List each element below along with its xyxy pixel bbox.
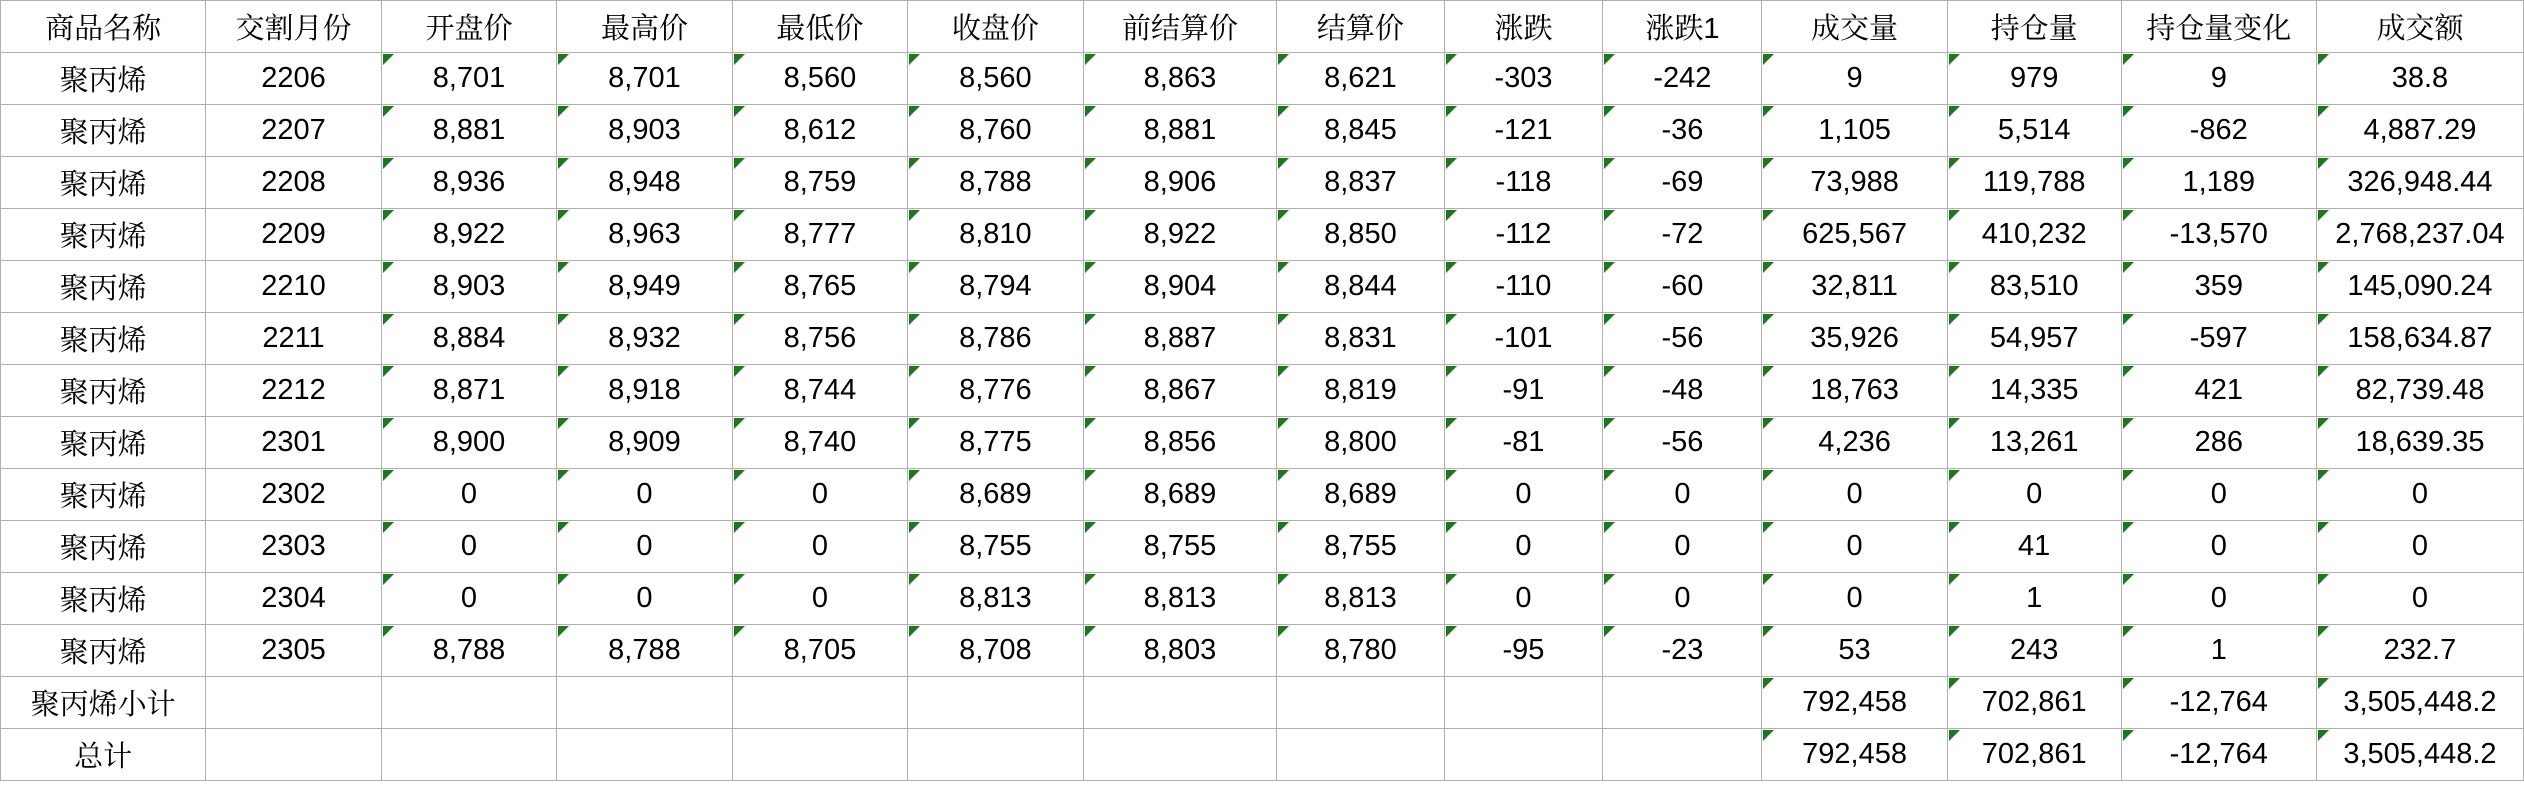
column-header[interactable]: 成交量: [1762, 1, 1947, 53]
table-cell[interactable]: 8,903: [381, 261, 556, 313]
table-cell[interactable]: 8,932: [557, 313, 732, 365]
table-cell[interactable]: 8,755: [1083, 521, 1277, 573]
table-cell[interactable]: -242: [1603, 53, 1762, 105]
table-cell[interactable]: 8,786: [908, 313, 1083, 365]
table-cell[interactable]: 8,810: [908, 209, 1083, 261]
table-cell[interactable]: 8,949: [557, 261, 732, 313]
table-row: [1, 521, 2524, 573]
table-cell[interactable]: -69: [1603, 157, 1762, 209]
table-row: [1, 677, 2524, 729]
table-row: [1, 469, 2524, 521]
table-row: [1, 417, 2524, 469]
table-cell[interactable]: 0: [1444, 521, 1603, 573]
table-cell[interactable]: 1,105: [1762, 105, 1947, 157]
table-cell[interactable]: 2207: [206, 105, 381, 157]
table-cell[interactable]: 702,861: [1947, 729, 2121, 781]
table-cell[interactable]: -101: [1444, 313, 1603, 365]
table-cell[interactable]: 聚丙烯: [1, 469, 206, 521]
table-cell[interactable]: 8,936: [381, 157, 556, 209]
table-cell[interactable]: -13,570: [2121, 209, 2316, 261]
table-cell[interactable]: 2302: [206, 469, 381, 521]
table-cell[interactable]: 8,963: [557, 209, 732, 261]
table-cell[interactable]: 83,510: [1947, 261, 2121, 313]
table-cell[interactable]: 0: [1603, 521, 1762, 573]
table-cell[interactable]: 8,813: [1083, 573, 1277, 625]
table-cell[interactable]: 0: [732, 573, 907, 625]
table-cell[interactable]: 8,755: [908, 521, 1083, 573]
empty-cell[interactable]: [1083, 677, 1277, 729]
table-cell[interactable]: 792,458: [1762, 677, 1947, 729]
table-cell[interactable]: 0: [1603, 469, 1762, 521]
table-cell[interactable]: 8,803: [1083, 625, 1277, 677]
empty-cell[interactable]: [206, 729, 381, 781]
table-cell[interactable]: 8,701: [557, 53, 732, 105]
table-cell[interactable]: 8,863: [1083, 53, 1277, 105]
table-cell[interactable]: 8,788: [381, 625, 556, 677]
table-cell[interactable]: 0: [1444, 469, 1603, 521]
table-cell[interactable]: 243: [1947, 625, 2121, 677]
table-cell[interactable]: 9: [1762, 53, 1947, 105]
table-cell[interactable]: 625,567: [1762, 209, 1947, 261]
table-cell[interactable]: 326,948.44: [2316, 157, 2523, 209]
empty-cell[interactable]: [1444, 677, 1603, 729]
table-cell[interactable]: 8,740: [732, 417, 907, 469]
table-cell[interactable]: 聚丙烯: [1, 625, 206, 677]
table-cell[interactable]: 4,236: [1762, 417, 1947, 469]
table-cell[interactable]: 0: [2121, 573, 2316, 625]
table-cell[interactable]: 32,811: [1762, 261, 1947, 313]
table-cell[interactable]: 359: [2121, 261, 2316, 313]
table-cell[interactable]: -12,764: [2121, 677, 2316, 729]
table-cell[interactable]: 53: [1762, 625, 1947, 677]
column-header[interactable]: 交割月份: [206, 1, 381, 53]
table-cell[interactable]: 5,514: [1947, 105, 2121, 157]
table-cell[interactable]: 0: [1762, 469, 1947, 521]
table-cell[interactable]: 0: [2316, 521, 2523, 573]
table-cell[interactable]: 8,689: [1277, 469, 1444, 521]
table-cell[interactable]: 8,856: [1083, 417, 1277, 469]
table-cell[interactable]: -81: [1444, 417, 1603, 469]
table-cell[interactable]: 0: [1444, 573, 1603, 625]
empty-cell[interactable]: [381, 729, 556, 781]
table-cell[interactable]: 73,988: [1762, 157, 1947, 209]
table-cell[interactable]: 18,763: [1762, 365, 1947, 417]
table-cell[interactable]: 8,689: [908, 469, 1083, 521]
table-cell[interactable]: 8,744: [732, 365, 907, 417]
table-cell[interactable]: 8,701: [381, 53, 556, 105]
table-cell[interactable]: 8,765: [732, 261, 907, 313]
table-row: [1, 209, 2524, 261]
empty-cell[interactable]: [908, 729, 1083, 781]
table-cell[interactable]: 0: [557, 469, 732, 521]
table-cell[interactable]: -12,764: [2121, 729, 2316, 781]
table-cell[interactable]: 8,813: [908, 573, 1083, 625]
table-cell[interactable]: 2,768,237.04: [2316, 209, 2523, 261]
table-cell[interactable]: 0: [2121, 469, 2316, 521]
table-cell[interactable]: 0: [2121, 521, 2316, 573]
table-cell[interactable]: 聚丙烯: [1, 417, 206, 469]
table-cell[interactable]: 8,903: [557, 105, 732, 157]
empty-cell[interactable]: [732, 677, 907, 729]
table-cell[interactable]: 35,926: [1762, 313, 1947, 365]
table-cell[interactable]: 8,918: [557, 365, 732, 417]
table-cell[interactable]: 8,922: [1083, 209, 1277, 261]
table-cell[interactable]: 聚丙烯: [1, 209, 206, 261]
table-cell[interactable]: 8,788: [908, 157, 1083, 209]
table-cell[interactable]: 82,739.48: [2316, 365, 2523, 417]
table-cell[interactable]: -597: [2121, 313, 2316, 365]
table-cell[interactable]: 41: [1947, 521, 2121, 573]
table-cell[interactable]: 0: [732, 469, 907, 521]
empty-cell[interactable]: [1603, 729, 1762, 781]
table-row: [1, 53, 2524, 105]
table-cell[interactable]: 0: [2316, 573, 2523, 625]
table-cell[interactable]: 2304: [206, 573, 381, 625]
column-header[interactable]: 成交额: [2316, 1, 2523, 53]
column-header[interactable]: 最高价: [557, 1, 732, 53]
table-cell[interactable]: 3,505,448.2: [2316, 677, 2523, 729]
table-cell[interactable]: -56: [1603, 313, 1762, 365]
column-header[interactable]: 收盘价: [908, 1, 1083, 53]
table-cell[interactable]: 2303: [206, 521, 381, 573]
table-cell[interactable]: 0: [381, 521, 556, 573]
table-cell[interactable]: 0: [381, 573, 556, 625]
table-cell[interactable]: 聚丙烯: [1, 53, 206, 105]
table-row: [1, 729, 2524, 781]
column-header[interactable]: 前结算价: [1083, 1, 1277, 53]
table-row: [1, 157, 2524, 209]
table-cell[interactable]: 聚丙烯: [1, 521, 206, 573]
table-cell[interactable]: 0: [2316, 469, 2523, 521]
table-cell[interactable]: 145,090.24: [2316, 261, 2523, 313]
empty-cell[interactable]: [1444, 729, 1603, 781]
table-cell[interactable]: 0: [557, 573, 732, 625]
table-cell[interactable]: 聚丙烯: [1, 365, 206, 417]
table-cell[interactable]: -112: [1444, 209, 1603, 261]
column-header[interactable]: 持仓量: [1947, 1, 2121, 53]
table-cell[interactable]: 聚丙烯: [1, 573, 206, 625]
column-header[interactable]: 持仓量变化: [2121, 1, 2316, 53]
table-body: [1, 53, 2524, 781]
table-cell[interactable]: 8,881: [381, 105, 556, 157]
table-cell[interactable]: 421: [2121, 365, 2316, 417]
table-cell[interactable]: 3,505,448.2: [2316, 729, 2523, 781]
table-cell[interactable]: 8,819: [1277, 365, 1444, 417]
table-cell[interactable]: -72: [1603, 209, 1762, 261]
empty-cell[interactable]: [1277, 677, 1444, 729]
table-cell[interactable]: 410,232: [1947, 209, 2121, 261]
table-cell[interactable]: -303: [1444, 53, 1603, 105]
empty-cell[interactable]: [1083, 729, 1277, 781]
table-cell[interactable]: 8,881: [1083, 105, 1277, 157]
table-cell[interactable]: 18,639.35: [2316, 417, 2523, 469]
table-cell[interactable]: 0: [381, 469, 556, 521]
table-cell[interactable]: 8,777: [732, 209, 907, 261]
table-row: [1, 261, 2524, 313]
column-header[interactable]: 开盘价: [381, 1, 556, 53]
table-cell[interactable]: -56: [1603, 417, 1762, 469]
table-cell[interactable]: 702,861: [1947, 677, 2121, 729]
table-cell[interactable]: 8,871: [381, 365, 556, 417]
empty-cell[interactable]: [908, 677, 1083, 729]
column-header[interactable]: 结算价: [1277, 1, 1444, 53]
table-cell[interactable]: -23: [1603, 625, 1762, 677]
table-cell[interactable]: 2212: [206, 365, 381, 417]
table-cell[interactable]: 54,957: [1947, 313, 2121, 365]
table-cell[interactable]: 8,900: [381, 417, 556, 469]
table-cell[interactable]: 2209: [206, 209, 381, 261]
table-cell[interactable]: -91: [1444, 365, 1603, 417]
table-cell[interactable]: 0: [732, 521, 907, 573]
table-cell[interactable]: 8,621: [1277, 53, 1444, 105]
table-cell[interactable]: 聚丙烯: [1, 105, 206, 157]
table-cell[interactable]: 8,845: [1277, 105, 1444, 157]
table-cell[interactable]: -60: [1603, 261, 1762, 313]
table-cell[interactable]: 2211: [206, 313, 381, 365]
empty-cell[interactable]: [381, 677, 556, 729]
table-cell[interactable]: -110: [1444, 261, 1603, 313]
table-cell[interactable]: 8,906: [1083, 157, 1277, 209]
table-cell[interactable]: 8,612: [732, 105, 907, 157]
table-cell[interactable]: 286: [2121, 417, 2316, 469]
table-cell[interactable]: 8,909: [557, 417, 732, 469]
empty-cell[interactable]: [1277, 729, 1444, 781]
table-cell[interactable]: -48: [1603, 365, 1762, 417]
table-cell[interactable]: 8,831: [1277, 313, 1444, 365]
table-cell[interactable]: 0: [1603, 573, 1762, 625]
empty-cell[interactable]: [557, 677, 732, 729]
table-cell[interactable]: 4,887.29: [2316, 105, 2523, 157]
table-row: [1, 105, 2524, 157]
table-cell[interactable]: 8,813: [1277, 573, 1444, 625]
column-header[interactable]: 最低价: [732, 1, 907, 53]
table-cell[interactable]: 8,887: [1083, 313, 1277, 365]
table-row: [1, 365, 2524, 417]
table-row: [1, 313, 2524, 365]
table-cell[interactable]: 8,689: [1083, 469, 1277, 521]
table-cell[interactable]: 1: [2121, 625, 2316, 677]
table-cell[interactable]: 聚丙烯: [1, 157, 206, 209]
table-cell[interactable]: 0: [1762, 573, 1947, 625]
table-cell[interactable]: 1: [1947, 573, 2121, 625]
table-cell[interactable]: 8,800: [1277, 417, 1444, 469]
table-cell[interactable]: 8,794: [908, 261, 1083, 313]
table-cell[interactable]: 2208: [206, 157, 381, 209]
table-cell[interactable]: -121: [1444, 105, 1603, 157]
table-cell[interactable]: 8,922: [381, 209, 556, 261]
table-row: [1, 573, 2524, 625]
table-cell[interactable]: 158,634.87: [2316, 313, 2523, 365]
column-header[interactable]: 涨跌1: [1603, 1, 1762, 53]
table-cell[interactable]: 2301: [206, 417, 381, 469]
table-cell[interactable]: -95: [1444, 625, 1603, 677]
header-row: [1, 1, 2524, 53]
table-cell[interactable]: 8,560: [732, 53, 907, 105]
table-row: [1, 625, 2524, 677]
table-cell[interactable]: 总计: [1, 729, 206, 781]
table-cell[interactable]: 8,756: [732, 313, 907, 365]
table-cell[interactable]: 8,708: [908, 625, 1083, 677]
table-cell[interactable]: 8,867: [1083, 365, 1277, 417]
empty-cell[interactable]: [557, 729, 732, 781]
table-cell[interactable]: 232.7: [2316, 625, 2523, 677]
table-cell[interactable]: 13,261: [1947, 417, 2121, 469]
table-cell[interactable]: 8,776: [908, 365, 1083, 417]
column-header[interactable]: 商品名称: [1, 1, 206, 53]
table-cell[interactable]: -118: [1444, 157, 1603, 209]
table-cell[interactable]: 8,948: [557, 157, 732, 209]
table-cell[interactable]: 8,705: [732, 625, 907, 677]
table-cell[interactable]: -862: [2121, 105, 2316, 157]
table-cell[interactable]: 8,788: [557, 625, 732, 677]
table-cell[interactable]: 聚丙烯小计: [1, 677, 206, 729]
table-cell[interactable]: 8,759: [732, 157, 907, 209]
table-cell[interactable]: 1,189: [2121, 157, 2316, 209]
table-cell[interactable]: 979: [1947, 53, 2121, 105]
table-cell[interactable]: 119,788: [1947, 157, 2121, 209]
table-cell[interactable]: 0: [1762, 521, 1947, 573]
table-cell[interactable]: -36: [1603, 105, 1762, 157]
table-cell[interactable]: 2305: [206, 625, 381, 677]
table-cell[interactable]: 792,458: [1762, 729, 1947, 781]
table-cell[interactable]: 聚丙烯: [1, 313, 206, 365]
table-cell[interactable]: 14,335: [1947, 365, 2121, 417]
empty-cell[interactable]: [1603, 677, 1762, 729]
table-cell[interactable]: 8,780: [1277, 625, 1444, 677]
empty-cell[interactable]: [732, 729, 907, 781]
table-cell[interactable]: 2210: [206, 261, 381, 313]
empty-cell[interactable]: [206, 677, 381, 729]
table-cell[interactable]: 8,850: [1277, 209, 1444, 261]
table-header: [1, 1, 2524, 53]
table-cell[interactable]: 8,884: [381, 313, 556, 365]
column-header[interactable]: 涨跌: [1444, 1, 1603, 53]
table-cell[interactable]: 8,775: [908, 417, 1083, 469]
table-cell[interactable]: 8,844: [1277, 261, 1444, 313]
table-cell[interactable]: 8,760: [908, 105, 1083, 157]
table-cell[interactable]: 0: [1947, 469, 2121, 521]
table-cell[interactable]: 2206: [206, 53, 381, 105]
table-cell[interactable]: 0: [557, 521, 732, 573]
table-cell[interactable]: 9: [2121, 53, 2316, 105]
table-cell[interactable]: 8,904: [1083, 261, 1277, 313]
table-cell[interactable]: 8,560: [908, 53, 1083, 105]
table-cell[interactable]: 8,837: [1277, 157, 1444, 209]
table-cell[interactable]: 8,755: [1277, 521, 1444, 573]
table-cell[interactable]: 38.8: [2316, 53, 2523, 105]
table-cell[interactable]: 聚丙烯: [1, 261, 206, 313]
